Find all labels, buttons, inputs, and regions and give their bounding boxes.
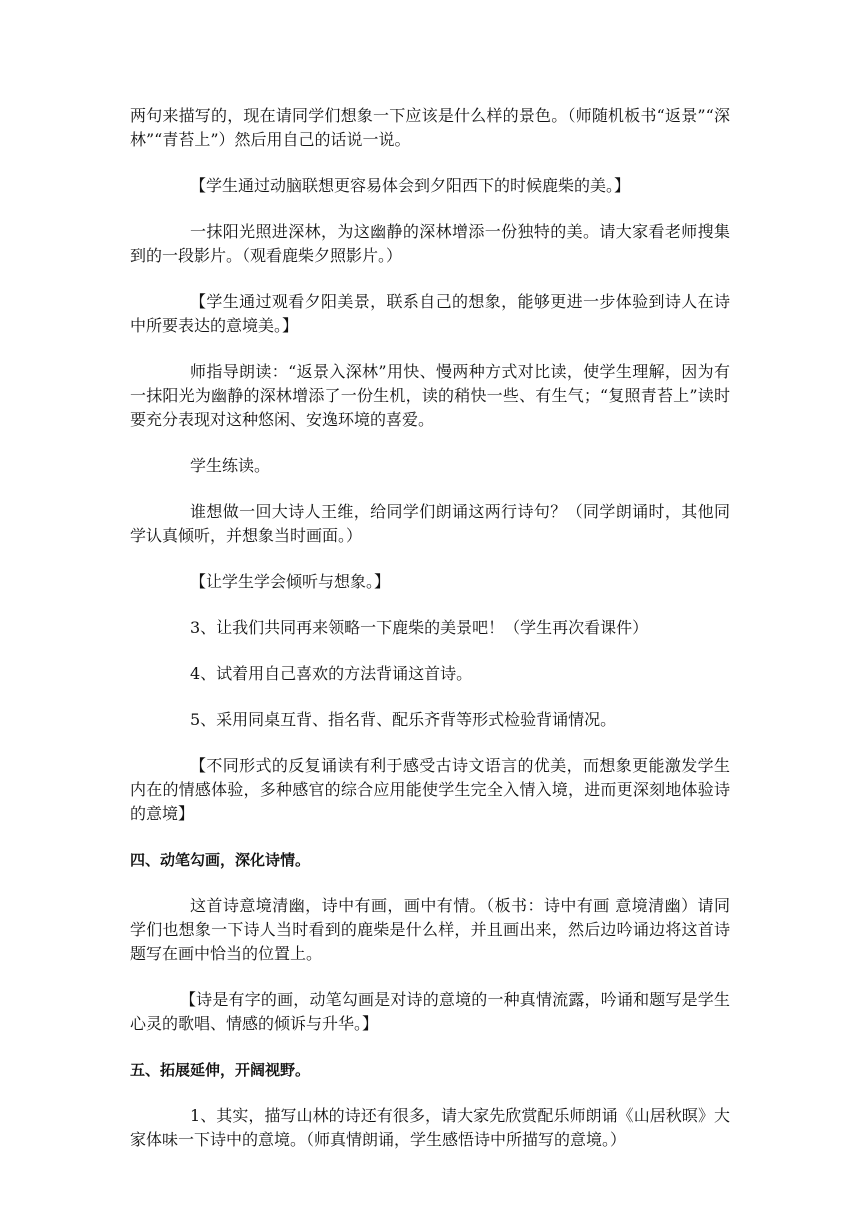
paragraph-note-sunset: 【学生通过动脑联想更容易体会到夕阳西下的时候鹿柴的美。】 bbox=[190, 176, 631, 195]
paragraph-step-4: 4、试着用自己喜欢的方法背诵这首诗。 bbox=[190, 664, 473, 683]
document-body bbox=[130, 104, 730, 1174]
section-heading-4: 四、动笔勾画，深化诗情。 bbox=[130, 851, 311, 869]
paragraph-note-listen: 【让学生学会倾听与想象。】 bbox=[190, 572, 391, 591]
paragraph-recite: 谁想做一回大诗人王维，给同学们朗诵这两行诗句？（同学朗诵时，其他同学认真倾听，并想象当时画面。） bbox=[130, 502, 730, 545]
paragraph-continuation: 两句来描写的，现在请同学们想象一下应该是什么样的景色。（师随机板书“返景”“深林”“青苔上”）然后用自己的话说一说。 bbox=[130, 106, 730, 149]
paragraph-practice: 学生练读。 bbox=[190, 456, 271, 475]
paragraph-note-imagery: 【学生通过观看夕阳美景，联系自己的想象，能够更进一步体验到诗人在诗中所要表达的意境美。】 bbox=[130, 292, 730, 335]
paragraph-extension: 1、其实，描写山林的诗还有很多，请大家先欣赏配乐师朗诵《山居秋暝》大家体味一下诗中的意境。（师真情朗诵，学生感悟诗中所描写的意境。） bbox=[130, 1106, 730, 1149]
paragraph-drawing: 这首诗意境清幽，诗中有画，画中有情。（板书：诗中有画 意境清幽）请同学们也想象一下诗人当时看到的鹿柴是什么样，并且画出来，然后边吟诵边将这首诗题写在画中恰当的位置上。 bbox=[130, 896, 730, 963]
paragraph-step-5: 5、采用同桌互背、指名背、配乐齐背等形式检验背诵情况。 bbox=[190, 710, 617, 729]
paragraph-step-3: 3、让我们共同再来领略一下鹿柴的美景吧！（学生再次看课件） bbox=[190, 618, 649, 637]
section-heading-5: 五、拓展延伸，开阔视野。 bbox=[130, 1061, 311, 1079]
paragraph-reading-guide: 师指导朗读：“返景入深林”用快、慢两种方式对比读，使学生理解，因为有一抹阳光为幽静的深林增添了一份生机，读的稍快一些、有生气；“复照青苔上”读时要充分表现对这种悠闲、安逸环境的喜爱。 bbox=[130, 362, 730, 429]
paragraph-sunlight: 一抹阳光照进深林，为这幽静的深林增添一份独特的美。请大家看老师搜集到的一段影片。（观看鹿柴夕照影片。） bbox=[130, 222, 730, 265]
paragraph-note-drawing: 【诗是有字的画，动笔勾画是对诗的意境的一种真情流露，吟诵和题写是学生心灵的歌唱、情感的倾诉与升华。】 bbox=[130, 990, 730, 1033]
paragraph-note-recitation: 【不同形式的反复诵读有利于感受古诗文语言的优美，而想象更能激发学生内在的情感体验，多种感官的综合应用能使学生完全入情入境，进而更深刻地体验诗的意境】 bbox=[130, 756, 730, 823]
